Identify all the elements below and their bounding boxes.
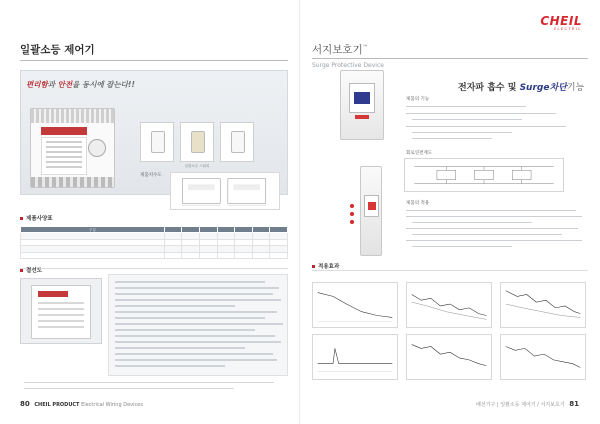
logo-mark: CHEIL (540, 14, 582, 28)
feature-suffix: 기능 (566, 83, 585, 93)
section-divider (20, 268, 288, 269)
left-page-title: 일괄소등 제어기 (20, 44, 95, 56)
logo-sub: ELECTRIC (553, 27, 582, 31)
tagline-em-1: 편리함 (26, 80, 48, 89)
wiring-notes-panel (108, 274, 288, 376)
controller-device-photo (30, 108, 115, 188)
apps-heading: 제품의 적용 (406, 201, 430, 206)
feature-em: Surge차단 (519, 83, 567, 93)
feature-prefix: 전자파 흡수 및 (458, 83, 520, 93)
dimension-diagram (170, 172, 280, 210)
right-footer (476, 400, 582, 408)
device-dial (88, 139, 106, 157)
tagline-em-2: 안전 (57, 80, 73, 89)
thumb-caption: 일괄소등 스위치 (184, 164, 210, 168)
footer-text: Electrical Wiring Devices (81, 402, 143, 408)
title-sup: ™ (362, 44, 368, 51)
thumb-3 (220, 122, 254, 169)
dimension-svg (171, 173, 279, 209)
circuit-heading: 회로연결계도 (406, 151, 433, 156)
right-footer-text: 배선기구 | 일괄소등 제어기 / 서지보호기 (476, 402, 565, 408)
spd-title: 서지보호기 (312, 44, 363, 56)
thumb-1 (140, 122, 174, 169)
callout-dot-1 (350, 204, 354, 208)
effect-graph-4 (312, 334, 398, 380)
cheil-logo (540, 14, 582, 31)
tagline-suffix: 을 동시에 잡는다!! (72, 80, 135, 89)
table-row (21, 252, 288, 259)
spec-header-cell: 구 분 (21, 227, 165, 233)
spd-device-photo-1 (340, 70, 384, 140)
device-label (41, 127, 87, 135)
spd-subtitle: Surge Protective Device (312, 62, 384, 69)
thumb-2 (180, 122, 214, 169)
right-title-underline (312, 58, 588, 59)
dimension-title: 제품치수도 (140, 173, 162, 178)
right-page-title (312, 42, 368, 57)
callout-dot-2 (350, 212, 354, 216)
footer-brand: CHEIL PRODUCT (34, 402, 80, 408)
hero-tagline (26, 79, 135, 90)
spd-device-photo-2 (360, 166, 382, 256)
spec-table (20, 226, 288, 259)
right-page (300, 0, 600, 424)
features-heading: 제품의 기능 (406, 97, 430, 102)
wiring-section-label: 결선도 (20, 266, 42, 274)
tagline-mid: 과 (47, 80, 58, 89)
effect-graph-6 (500, 334, 586, 380)
wiring-device-photo (20, 278, 102, 344)
left-footer (20, 400, 143, 408)
terminal-strip (31, 109, 114, 123)
effects-heading: 적용효과 (312, 262, 339, 270)
circuit-svg (405, 159, 563, 191)
effects-divider (312, 270, 588, 271)
title-underline (20, 60, 288, 61)
device-foot (31, 177, 114, 187)
right-page-number: 81 (569, 400, 579, 408)
switch-thumbnails (140, 122, 254, 169)
effect-graph-5 (406, 334, 492, 380)
effect-graph-1 (312, 282, 398, 328)
callout-dot-3 (350, 220, 354, 224)
left-page-number: 80 (20, 400, 30, 408)
spec-section-label: 제품사양표 (20, 214, 53, 222)
effect-graph-2 (406, 282, 492, 328)
feature-headline (458, 80, 584, 93)
circuit-diagram (404, 158, 564, 192)
device-panel (41, 137, 87, 175)
effect-graph-3 (500, 282, 586, 328)
